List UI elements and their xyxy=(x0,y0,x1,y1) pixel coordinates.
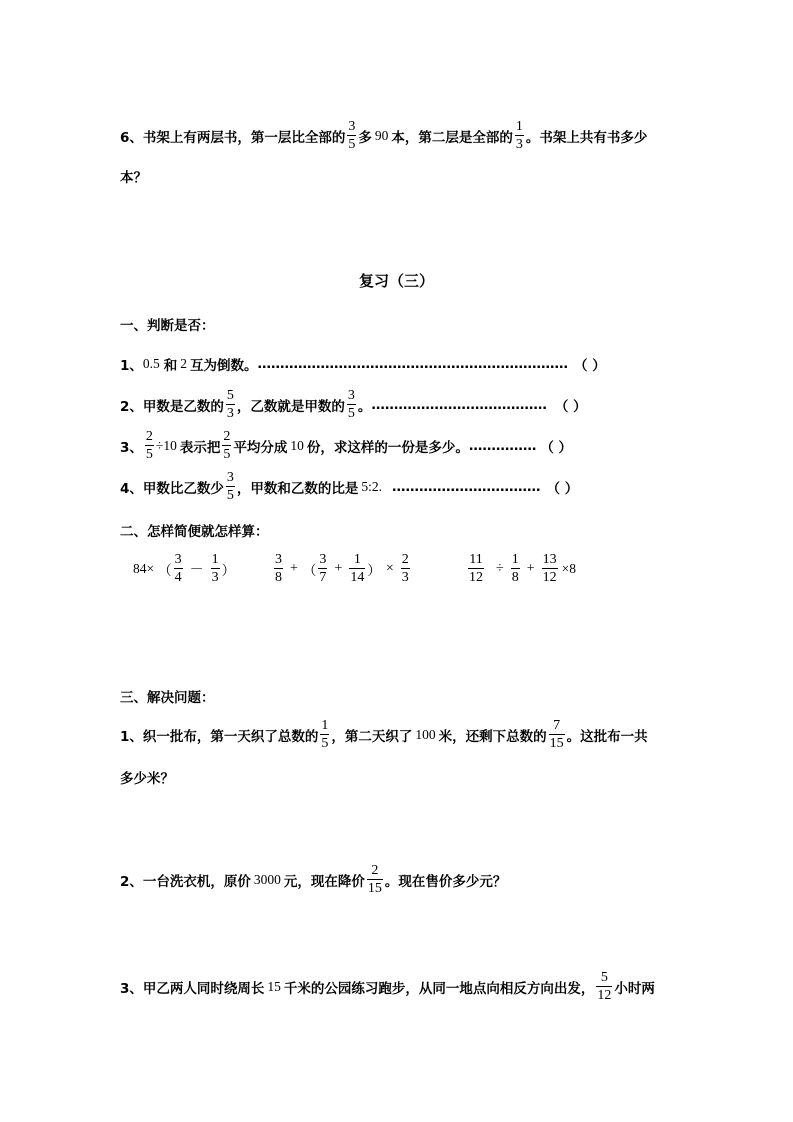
denominator: 7 xyxy=(319,570,327,585)
numerator: 3 xyxy=(319,552,327,567)
denominator: 5 xyxy=(321,736,329,751)
problem-text: 3、甲乙两人同时绕周长 xyxy=(120,980,265,997)
statement-end: 份，求这样的一份是多少。 xyxy=(306,439,469,456)
answer-blank[interactable]: （ ） xyxy=(540,439,573,456)
number: 10 xyxy=(290,437,304,453)
problem-text: 。现在售价多少元？ xyxy=(384,873,507,890)
q6-line2 xyxy=(120,166,147,186)
fraction xyxy=(549,717,565,752)
fraction xyxy=(145,428,154,463)
q6-text-2: 多 xyxy=(358,129,372,146)
problem-3 xyxy=(120,969,655,1004)
section2-heading-text: 二、怎样简便就怎样算： xyxy=(120,524,269,540)
section2-heading xyxy=(120,520,269,540)
fraction xyxy=(320,717,329,752)
fraction xyxy=(347,118,356,153)
denominator: 5 xyxy=(347,406,355,421)
expression-3 xyxy=(466,551,576,586)
answer-blank[interactable]: （ ） xyxy=(554,398,587,415)
numerator: 1 xyxy=(211,552,219,567)
numerator: 1 xyxy=(321,718,329,733)
fraction xyxy=(596,969,612,1004)
times-eight: ×8 xyxy=(561,560,576,576)
denominator: 5 xyxy=(145,447,153,462)
fraction xyxy=(174,551,183,586)
plus: + xyxy=(334,560,343,576)
denominator: 3 xyxy=(515,137,523,152)
problem-2 xyxy=(120,862,506,897)
numerator: 3 xyxy=(226,470,234,485)
problem-text: 米，还剩下总数的 xyxy=(438,728,547,745)
problem-1-line1 xyxy=(120,717,648,752)
statement-start: 4、甲数比乙数少 xyxy=(120,480,224,497)
item-number: 1、 xyxy=(120,358,143,374)
numerator: 13 xyxy=(542,552,557,567)
denominator: 8 xyxy=(275,570,282,585)
fraction xyxy=(401,551,410,586)
numerator: 2 xyxy=(145,429,153,444)
left-paren: （ xyxy=(158,562,172,578)
expression-1 xyxy=(133,551,235,586)
judge-item-4 xyxy=(120,469,578,504)
fraction xyxy=(226,387,235,422)
numerator: 1 xyxy=(511,552,519,567)
connector: 和 xyxy=(163,358,178,374)
numerator: 11 xyxy=(469,552,483,567)
page-title: 复习（三） xyxy=(358,272,434,290)
left-paren: （ xyxy=(302,562,317,578)
division: ÷10 xyxy=(155,437,177,453)
leader-dots: …………………………… xyxy=(392,478,541,495)
number-a: 0.5 xyxy=(142,356,160,371)
denominator: 5 xyxy=(348,137,356,152)
ratio: 5:2. xyxy=(361,478,383,494)
q6-line1 xyxy=(120,118,647,153)
judge-item-3 xyxy=(120,428,572,463)
fraction xyxy=(226,469,235,504)
divide: ÷ xyxy=(496,560,504,576)
denominator: 12 xyxy=(469,570,483,585)
numerator: 3 xyxy=(348,119,356,134)
leader-dots: …………… xyxy=(468,437,537,454)
problem-text: 小时两 xyxy=(614,980,655,997)
denominator: 3 xyxy=(211,570,219,585)
numerator: 3 xyxy=(275,552,282,567)
fraction xyxy=(515,118,524,153)
item-number: 3、 xyxy=(120,439,143,456)
fraction xyxy=(211,551,220,586)
denominator: 3 xyxy=(401,570,409,585)
fraction xyxy=(468,551,484,586)
statement-end: 。 xyxy=(357,398,372,415)
q6-text-5: 本？ xyxy=(120,170,147,186)
numerator: 7 xyxy=(553,718,561,733)
number: 100 xyxy=(415,726,436,742)
multiplier: 84× xyxy=(133,560,155,576)
right-paren: ） xyxy=(221,562,236,578)
denominator: 15 xyxy=(367,881,382,896)
q6-text-3: 本，第二层是全部的 xyxy=(391,129,513,146)
fraction xyxy=(367,862,383,897)
denominator: 5 xyxy=(223,447,231,462)
denominator: 12 xyxy=(597,988,612,1003)
numerator: 5 xyxy=(600,970,608,985)
problem-text: 元，现在降价 xyxy=(283,873,365,890)
fraction xyxy=(349,551,365,586)
fraction xyxy=(347,387,356,422)
denominator: 5 xyxy=(226,488,234,503)
denominator: 8 xyxy=(511,570,519,585)
problem-1-line2 xyxy=(120,767,174,787)
minus: － xyxy=(189,562,204,578)
q6-number: 90 xyxy=(374,127,389,143)
fraction xyxy=(511,551,520,586)
problem-text: 多少米？ xyxy=(120,771,174,787)
statement-middle: ，乙数就是甲数的 xyxy=(236,398,345,415)
numerator: 2 xyxy=(371,863,379,878)
leader-dots: ………………………………… xyxy=(371,396,547,413)
fraction xyxy=(222,428,231,463)
denominator: 12 xyxy=(542,570,557,585)
denominator: 15 xyxy=(549,736,564,751)
numerator: 1 xyxy=(353,552,361,567)
plus: + xyxy=(290,560,298,576)
statement-middle: ，甲数和乙数的比是 xyxy=(236,480,359,497)
numerator: 3 xyxy=(174,552,182,567)
section1-heading-text: 一、判断是否： xyxy=(120,318,215,334)
fraction xyxy=(542,551,558,586)
answer-blank[interactable]: （ ） xyxy=(574,358,606,374)
problem-text: ，第二天织了 xyxy=(331,728,413,745)
number: 3000 xyxy=(253,871,281,887)
q6-text-1: 6、书架上有两层书，第一层比全部的 xyxy=(120,129,346,146)
number-b: 2 xyxy=(180,356,188,371)
q6-text-4: 。书架上共有书多少 xyxy=(525,129,648,146)
statement-middle-2: 平均分成 xyxy=(233,439,288,456)
section3-heading xyxy=(120,686,215,706)
number: 15 xyxy=(267,978,281,994)
fraction xyxy=(318,551,327,586)
statement-middle: 表示把 xyxy=(179,439,221,456)
right-paren: ） xyxy=(367,562,381,578)
plus: + xyxy=(526,560,535,576)
section3-heading-text: 三、解决问题： xyxy=(120,690,215,706)
problem-text: 。这批布一共 xyxy=(566,728,648,745)
numerator: 2 xyxy=(223,429,231,444)
section1-heading xyxy=(120,314,215,334)
judge-item-2 xyxy=(120,387,587,422)
numerator: 3 xyxy=(347,388,355,403)
problem-text: 1、织一批布，第一天织了总数的 xyxy=(120,728,319,745)
denominator: 3 xyxy=(226,406,234,421)
judge-item-1 xyxy=(120,354,606,374)
answer-blank[interactable]: （ ） xyxy=(546,480,579,497)
statement: 互为倒数。 xyxy=(190,358,258,374)
statement-start: 2、甲数是乙数的 xyxy=(120,398,224,415)
fraction xyxy=(274,551,283,586)
denominator: 4 xyxy=(174,570,182,585)
numerator: 5 xyxy=(226,388,234,403)
leader-dots: …………………………………………………………… xyxy=(257,356,569,372)
numerator: 2 xyxy=(401,552,409,567)
times: × xyxy=(385,560,394,576)
denominator: 14 xyxy=(350,570,365,585)
numerator: 1 xyxy=(515,119,523,134)
problem-text: 千米的公园练习跑步，从同一地点向相反方向出发， xyxy=(283,980,595,997)
problem-text: 2、一台洗衣机，原价 xyxy=(120,873,251,890)
expression-2 xyxy=(272,551,412,586)
